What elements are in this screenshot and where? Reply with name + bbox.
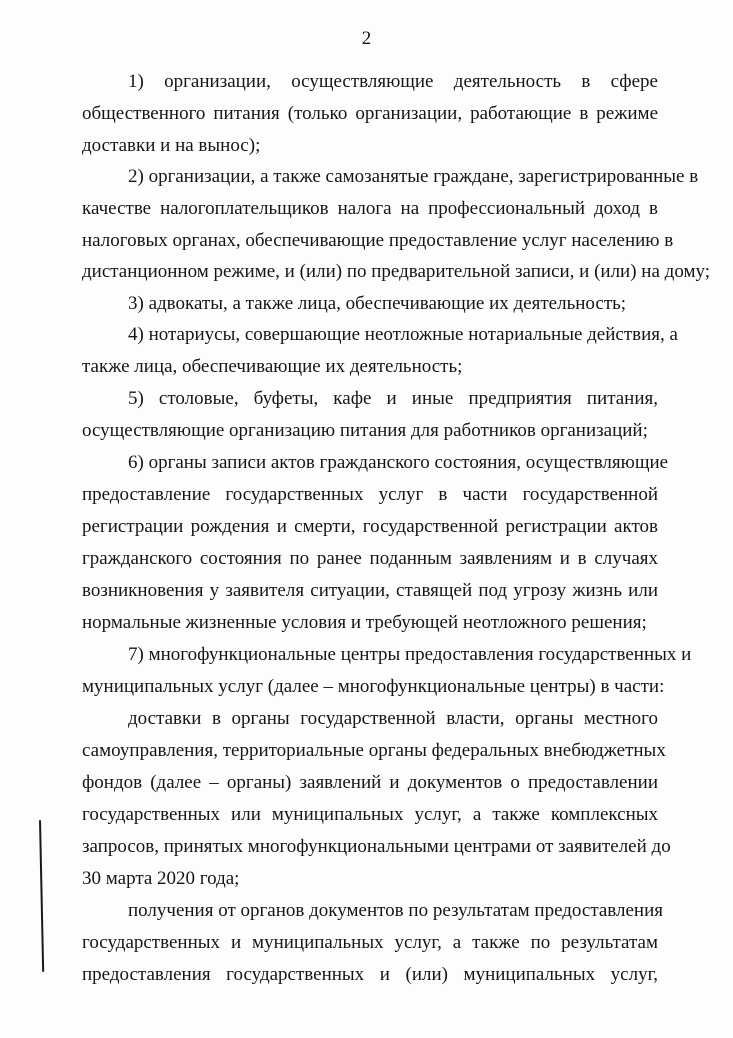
text-line: получения от органов документов по результатам предоставления [128, 900, 664, 921]
text-line: 30 марта 2020 года; [82, 868, 240, 889]
text-line: нормальные жизненные условия и требующей неотложного решения; [82, 612, 647, 633]
text-line: общественного питания (только организации, работающие в режиме [82, 103, 658, 124]
text-line: качестве налогоплательщиков налога на профессиональный доход в [82, 198, 658, 219]
text-line: запросов, принятых многофункциональными центрами от заявителей до [82, 836, 671, 857]
page-number: 2 [361, 28, 372, 49]
text-line: 3) адвокаты, а также лица, обеспечивающие их деятельность; [128, 293, 627, 314]
text-line: также лица, обеспечивающие их деятельность; [82, 356, 463, 377]
text-line: муниципальных услуг (далее – многофункциональные центры) в части: [82, 676, 665, 697]
text-line: 7) многофункциональные центры предоставления государственных и [128, 644, 692, 665]
text-line: государственных и муниципальных услуг, а также по результатам [82, 932, 658, 953]
text-line: гражданского состояния по ранее поданным заявлениям и в случаях [82, 548, 658, 569]
text-line: доставки и на вынос); [82, 135, 261, 156]
margin-pen-mark [39, 820, 44, 972]
text-line: возникновения у заявителя ситуации, ставящей под угрозу жизнь или [82, 580, 658, 601]
text-line: осуществляющие организацию питания для работников организаций; [82, 420, 648, 441]
text-line: самоуправления, территориальные органы федеральных внебюджетных [82, 740, 666, 761]
text-line: предоставления государственных и (или) муниципальных услуг, [82, 964, 658, 985]
text-line: регистрации рождения и смерти, государственной регистрации актов [82, 516, 658, 537]
text-line: доставки в органы государственной власти, органы местного [128, 708, 658, 729]
text-line: 4) нотариусы, совершающие неотложные нотариальные действия, а [128, 324, 678, 345]
text-line: государственных или муниципальных услуг, а также комплексных [82, 804, 658, 825]
text-line: 2) организации, а также самозанятые граждане, зарегистрированные в [128, 166, 699, 187]
text-line: налоговых органах, обеспечивающие предоставление услуг населению в [82, 230, 674, 251]
text-line: дистанционном режиме, и (или) по предварительной записи, и (или) на дому; [82, 261, 711, 282]
text-line: 1) организации, осуществляющие деятельность в сфере [128, 71, 658, 92]
text-line: 5) столовые, буфеты, кафе и иные предприятия питания, [128, 388, 658, 409]
text-line: фондов (далее – органы) заявлений и документов о предоставлении [82, 772, 658, 793]
text-line: предоставление государственных услуг в части государственной [82, 484, 658, 505]
text-line: 6) органы записи актов гражданского состояния, осуществляющие [128, 452, 669, 473]
